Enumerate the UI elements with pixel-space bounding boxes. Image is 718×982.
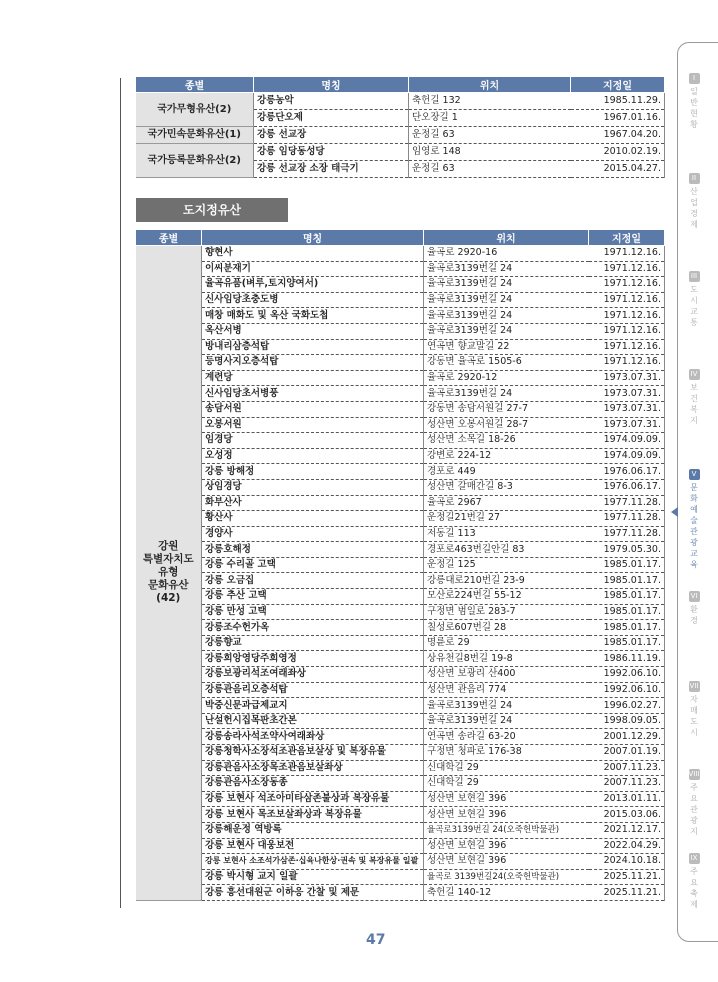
heritage-date-cell: 1977.11.28. (589, 495, 665, 511)
heritage-location-cell: 강동면 송담서원길 27-7 (424, 401, 589, 417)
side-tab[interactable] (686, 72, 702, 130)
side-tab-label: 자 매 도 시 (690, 695, 698, 737)
heritage-date-cell: 1971.12.16. (589, 308, 665, 324)
side-tab[interactable] (686, 270, 702, 328)
side-tab[interactable] (686, 590, 702, 626)
table-row (136, 713, 665, 729)
heritage-name-cell: 강릉관음사소장동종 (202, 776, 424, 792)
heritage-date-cell: 1971.12.16. (589, 261, 665, 277)
side-tab-label: 환 경 (690, 605, 698, 625)
section-title: 도지정유산 (136, 198, 288, 222)
heritage-name-cell: 강릉 박시형 교지 일괄 (202, 869, 424, 885)
table-row (136, 791, 665, 807)
heritage-location-cell: 연곡면 향교말길 22 (424, 339, 589, 355)
table-row (136, 729, 665, 745)
heritage-location-cell: 율곡로 2920-16 (424, 246, 589, 262)
table-row (136, 246, 665, 262)
heritage-location-cell: 신대학길 29 (424, 776, 589, 792)
table-row (136, 417, 665, 433)
heritage-date-cell: 1979.05.30. (589, 542, 665, 558)
heritage-date-cell: 2021.12.17. (589, 822, 665, 838)
heritage-location-cell: 율곡로3139번길 24 (424, 386, 589, 402)
heritage-location-cell: 율곡로 2967 (424, 495, 589, 511)
side-tab[interactable] (686, 468, 702, 570)
heritage-location-cell: 율곡로 2920-12 (424, 370, 589, 386)
heritage-name-cell: 매창 매화도 및 옥산 국화도첩 (202, 308, 424, 324)
column-header: 종별 (136, 77, 254, 93)
table-row (136, 557, 665, 573)
side-tab-number: III (689, 271, 700, 282)
heritage-name-cell: 강릉 보현사 목조보살좌상과 복장유물 (202, 807, 424, 823)
heritage-name-cell: 송담서원 (202, 401, 424, 417)
side-tab-number: II (689, 173, 700, 184)
table-row (136, 667, 665, 683)
heritage-date-cell: 1985.11.29. (571, 93, 665, 110)
national-heritage-table (135, 76, 665, 178)
table-row (136, 573, 665, 589)
table-row (136, 339, 665, 355)
table-header-row (136, 230, 665, 246)
heritage-date-cell: 1976.06.17. (589, 479, 665, 495)
heritage-location-cell: 율곡로3139번길 24(오죽헌박물관) (424, 822, 589, 838)
table-row (136, 589, 665, 605)
heritage-date-cell: 1985.01.17. (589, 589, 665, 605)
table-row (136, 433, 665, 449)
heritage-date-cell: 1985.01.17. (589, 635, 665, 651)
heritage-name-cell: 오봉서원 (202, 417, 424, 433)
heritage-name-cell: 강릉 선교장 소장 태극기 (254, 161, 409, 178)
column-header: 위치 (409, 77, 571, 93)
table-row (136, 464, 665, 480)
side-tab-number: V (689, 469, 700, 480)
heritage-date-cell: 1977.11.28. (589, 511, 665, 527)
heritage-date-cell: 2022.04.29. (589, 838, 665, 854)
table-row (136, 651, 665, 667)
side-tab[interactable] (686, 852, 702, 910)
heritage-location-cell: 율곡로3139번길 24 (424, 292, 589, 308)
heritage-kind-cell: 강원 특별자치도 유형 문화유산 (42) (136, 246, 202, 901)
heritage-name-cell: 화부산사 (202, 495, 424, 511)
side-tab[interactable] (686, 680, 702, 738)
heritage-date-cell: 1992.06.10. (589, 682, 665, 698)
heritage-location-cell: 성산면 보광리 산400 (424, 667, 589, 683)
heritage-name-cell: 강릉 임당동성당 (254, 144, 409, 161)
table-row (136, 635, 665, 651)
heritage-name-cell: 방내리삼층석탑 (202, 339, 424, 355)
active-tab-pointer-icon (671, 507, 678, 517)
heritage-location-cell: 저동길 113 (424, 526, 589, 542)
heritage-date-cell: 1971.12.16. (589, 339, 665, 355)
heritage-location-cell: 율곡로 3139번길24(오죽헌박물관) (424, 869, 589, 885)
heritage-name-cell: 강릉농악 (254, 93, 409, 110)
heritage-name-cell: 강릉 보현사 대웅보전 (202, 838, 424, 854)
table-row (136, 682, 665, 698)
heritage-date-cell: 1996.02.27. (589, 698, 665, 714)
table-row (136, 838, 665, 854)
table-row (136, 479, 665, 495)
heritage-kind-cell: 국가민속문화유산(1) (136, 127, 254, 144)
side-tab-label: 산 업 경 제 (690, 187, 698, 229)
side-tab-number: IV (689, 369, 700, 380)
table-row (136, 776, 665, 792)
heritage-name-cell: 강릉청학사소장석조관음보살상 및 복장유물 (202, 745, 424, 761)
heritage-location-cell: 성산면 갈매간길 8-3 (424, 479, 589, 495)
table-row (136, 261, 665, 277)
heritage-date-cell: 2025.11.21. (589, 885, 665, 901)
side-tab-label: 문 화 예 술 관 광 교 육 (690, 483, 698, 569)
table-row (136, 854, 665, 870)
heritage-name-cell: 신사임당초충도병 (202, 292, 424, 308)
heritage-name-cell: 강릉보광리석조여래좌상 (202, 667, 424, 683)
table-row (136, 807, 665, 823)
heritage-name-cell: 강릉송라사석조약사여래좌상 (202, 729, 424, 745)
heritage-location-cell: 단오장길 1 (409, 110, 571, 127)
table-row (136, 604, 665, 620)
provincial-heritage-table (135, 229, 665, 901)
heritage-date-cell: 1974.09.09. (589, 448, 665, 464)
heritage-location-cell: 성산면 보현길 396 (424, 791, 589, 807)
side-tab-number: VII (689, 682, 699, 690)
heritage-name-cell: 강릉 보현사 석조아미타삼존불상과 복장유물 (202, 791, 424, 807)
heritage-location-cell: 율곡로3139번길 24 (424, 277, 589, 293)
table-row (136, 401, 665, 417)
side-tab-label: 주 요 축 제 (690, 867, 698, 909)
side-tab-number: I (689, 73, 700, 84)
heritage-location-cell: 율곡로3139번길 24 (424, 261, 589, 277)
heritage-kind-cell: 국가무형유산(2) (136, 93, 254, 127)
heritage-date-cell: 1985.01.17. (589, 557, 665, 573)
heritage-date-cell: 1985.01.17. (589, 573, 665, 589)
heritage-date-cell: 1971.12.16. (589, 277, 665, 293)
table-row (136, 869, 665, 885)
table-row (136, 386, 665, 402)
heritage-date-cell: 2015.04.27. (571, 161, 665, 178)
heritage-location-cell: 명륜로 29 (424, 635, 589, 651)
heritage-location-cell: 구정면 범일로 283-7 (424, 604, 589, 620)
table-row (136, 698, 665, 714)
heritage-location-cell: 강릉대로210번길 23-9 (424, 573, 589, 589)
column-header: 위치 (424, 230, 589, 246)
heritage-date-cell: 1971.12.16. (589, 355, 665, 371)
heritage-date-cell: 1985.01.17. (589, 620, 665, 636)
side-tab[interactable] (686, 368, 702, 426)
heritage-location-cell: 성산면 오봉서원길 28-7 (424, 417, 589, 433)
heritage-kind-cell: 국가등록문화유산(2) (136, 144, 254, 178)
heritage-date-cell: 1971.12.16. (589, 292, 665, 308)
heritage-location-cell: 운정길 63 (409, 161, 571, 178)
heritage-location-cell: 연곡면 송라길 63-20 (424, 729, 589, 745)
table-row (136, 760, 665, 776)
heritage-name-cell: 강릉조수헌가옥 (202, 620, 424, 636)
heritage-name-cell: 황산사 (202, 511, 424, 527)
table-row (136, 448, 665, 464)
table-row (136, 355, 665, 371)
heritage-date-cell: 2025.11.21. (589, 869, 665, 885)
column-header: 명칭 (202, 230, 424, 246)
heritage-location-cell: 율곡로3139번길 24 (424, 698, 589, 714)
heritage-date-cell: 1973.07.31. (589, 386, 665, 402)
heritage-name-cell: 강릉희앙영당주희영정 (202, 651, 424, 667)
heritage-location-cell: 칠성로607번길 28 (424, 620, 589, 636)
column-header: 종별 (136, 230, 202, 246)
table-row (136, 93, 665, 110)
heritage-date-cell: 1973.07.31. (589, 370, 665, 386)
heritage-location-cell: 율곡로3139번길 24 (424, 323, 589, 339)
heritage-date-cell: 1971.12.16. (589, 246, 665, 262)
column-header: 지정일 (589, 230, 665, 246)
column-header: 지정일 (571, 77, 665, 93)
table-row (136, 495, 665, 511)
table-row (136, 370, 665, 386)
heritage-name-cell: 계련당 (202, 370, 424, 386)
table-header-row (136, 77, 665, 93)
heritage-location-cell: 성산면 보현길 396 (424, 854, 589, 870)
table-row (136, 144, 665, 161)
heritage-date-cell: 2001.12.29. (589, 729, 665, 745)
heritage-date-cell: 1973.07.31. (589, 401, 665, 417)
table-row (136, 127, 665, 144)
side-tab-label: 보 건 복 지 (690, 383, 698, 425)
heritage-name-cell: 강릉 보현사 소조석가삼존·십육나한상·권속 및 복장유물 일괄 (202, 854, 424, 870)
heritage-name-cell: 강릉관음리오층석탑 (202, 682, 424, 698)
page-number: 47 (366, 932, 386, 948)
heritage-date-cell: 1971.12.16. (589, 323, 665, 339)
side-tab-number: VI (689, 591, 700, 602)
heritage-name-cell: 강릉 오금집 (202, 573, 424, 589)
heritage-location-cell: 성산면 관음리 774 (424, 682, 589, 698)
table-row (136, 885, 665, 901)
heritage-location-cell: 모산로224번길 55-12 (424, 589, 589, 605)
heritage-date-cell: 2024.10.18. (589, 854, 665, 870)
heritage-name-cell: 강릉 만성 고택 (202, 604, 424, 620)
heritage-location-cell: 율곡로3139번길 24 (424, 308, 589, 324)
heritage-name-cell: 강릉 추산 고택 (202, 589, 424, 605)
heritage-date-cell: 1977.11.28. (589, 526, 665, 542)
heritage-name-cell: 등명사지오층석탑 (202, 355, 424, 371)
heritage-location-cell: 축헌길 140-12 (424, 885, 589, 901)
side-tab-number: VIII (688, 770, 700, 778)
heritage-date-cell: 1976.06.17. (589, 464, 665, 480)
heritage-date-cell: 2015.03.06. (589, 807, 665, 823)
heritage-location-cell: 성산면 소목길 18-26 (424, 433, 589, 449)
heritage-location-cell: 성산면 보현길 396 (424, 807, 589, 823)
heritage-location-cell: 강변로 224-12 (424, 448, 589, 464)
table-row (136, 277, 665, 293)
heritage-date-cell: 1973.07.31. (589, 417, 665, 433)
heritage-date-cell: 1967.04.20. (571, 127, 665, 144)
heritage-date-cell: 1998.09.05. (589, 713, 665, 729)
heritage-name-cell: 임경당 (202, 433, 424, 449)
heritage-name-cell: 향현사 (202, 246, 424, 262)
side-tab[interactable] (686, 172, 702, 230)
heritage-date-cell: 1992.06.10. (589, 667, 665, 683)
heritage-name-cell: 강릉관음사소장목조관음보살좌상 (202, 760, 424, 776)
heritage-name-cell: 상임경당 (202, 479, 424, 495)
heritage-location-cell: 구정면 청파로 176-38 (424, 745, 589, 761)
table-row (136, 526, 665, 542)
heritage-location-cell: 운정길 125 (424, 557, 589, 573)
table-row (136, 511, 665, 527)
column-header: 명칭 (254, 77, 409, 93)
heritage-date-cell: 1967.01.16. (571, 110, 665, 127)
side-tab[interactable] (686, 768, 702, 837)
heritage-location-cell: 운정길 63 (409, 127, 571, 144)
heritage-name-cell: 율곡유품(벼루,토지양여서) (202, 277, 424, 293)
table-row (136, 822, 665, 838)
side-tab-number: IX (689, 853, 700, 864)
table-row (136, 292, 665, 308)
heritage-date-cell: 2007.11.23. (589, 776, 665, 792)
heritage-name-cell: 강릉 방해정 (202, 464, 424, 480)
side-tab-label: 도 시 교 통 (690, 285, 698, 327)
table-row (136, 745, 665, 761)
side-tab-label: 주 요 관 광 지 (690, 783, 698, 836)
heritage-name-cell: 강릉 흥선대원군 이하응 간찰 및 제문 (202, 885, 424, 901)
heritage-location-cell: 경포로 449 (424, 464, 589, 480)
heritage-name-cell: 신사임당초서병풍 (202, 386, 424, 402)
heritage-date-cell: 1986.11.19. (589, 651, 665, 667)
heritage-name-cell: 강릉해운정 역방록 (202, 822, 424, 838)
heritage-location-cell: 축헌길 132 (409, 93, 571, 110)
heritage-name-cell: 강릉 수리골 고택 (202, 557, 424, 573)
table-row (136, 620, 665, 636)
heritage-name-cell: 오성정 (202, 448, 424, 464)
heritage-name-cell: 난설헌시집목판초간본 (202, 713, 424, 729)
heritage-date-cell: 2007.01.19. (589, 745, 665, 761)
heritage-date-cell: 1985.01.17. (589, 604, 665, 620)
margin-rule (120, 78, 121, 908)
heritage-name-cell: 박중신문과급제교지 (202, 698, 424, 714)
heritage-name-cell: 경양사 (202, 526, 424, 542)
heritage-name-cell: 강릉향교 (202, 635, 424, 651)
heritage-location-cell: 강동면 율곡로 1505-6 (424, 355, 589, 371)
heritage-name-cell: 이씨분재기 (202, 261, 424, 277)
side-tab-label: 일 반 현 황 (690, 87, 698, 129)
heritage-name-cell: 강릉단오제 (254, 110, 409, 127)
heritage-location-cell: 임영로 148 (409, 144, 571, 161)
heritage-date-cell: 2007.11.23. (589, 760, 665, 776)
heritage-location-cell: 운정길21번길 27 (424, 511, 589, 527)
heritage-name-cell: 강릉 선교장 (254, 127, 409, 144)
heritage-name-cell: 옥산서병 (202, 323, 424, 339)
heritage-location-cell: 경포로463번길안길 83 (424, 542, 589, 558)
heritage-location-cell: 신대학길 29 (424, 760, 589, 776)
heritage-name-cell: 강릉호해정 (202, 542, 424, 558)
heritage-location-cell: 성산면 보현길 396 (424, 838, 589, 854)
heritage-date-cell: 2013.01.11. (589, 791, 665, 807)
heritage-location-cell: 상유천길8번길 19-8 (424, 651, 589, 667)
heritage-date-cell: 2010.02.19. (571, 144, 665, 161)
heritage-date-cell: 1974.09.09. (589, 433, 665, 449)
heritage-location-cell: 율곡로3139번길 24 (424, 713, 589, 729)
table-row (136, 542, 665, 558)
table-row (136, 323, 665, 339)
table-row (136, 308, 665, 324)
